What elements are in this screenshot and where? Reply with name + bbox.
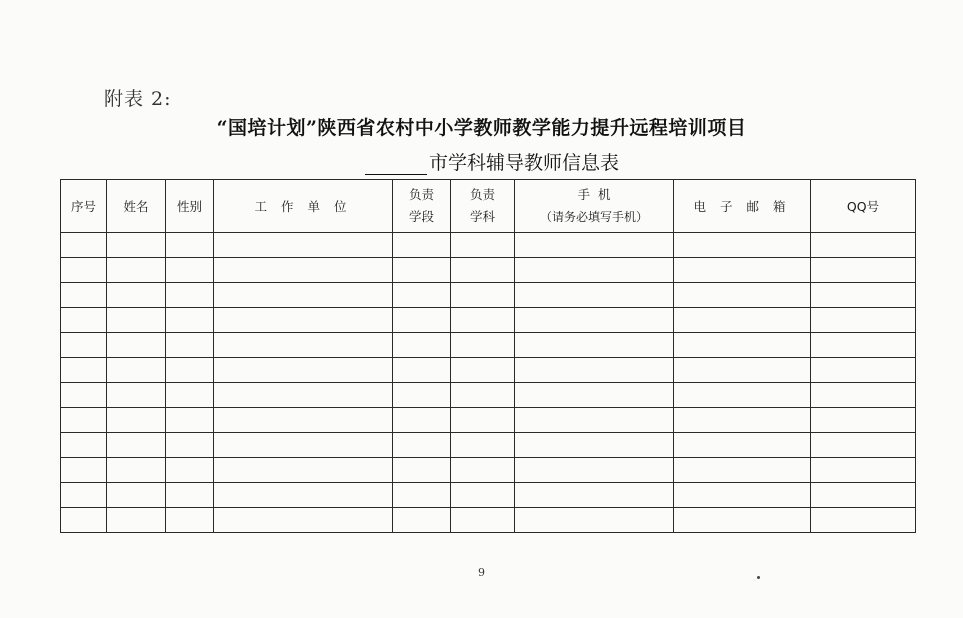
cell-stage[interactable] <box>393 483 451 508</box>
cell-phone[interactable] <box>515 408 674 433</box>
table-row <box>61 458 916 483</box>
cell-stage[interactable] <box>393 283 451 308</box>
table-row <box>61 283 916 308</box>
cell-phone[interactable] <box>515 508 674 533</box>
cell-name[interactable] <box>107 458 166 483</box>
subtitle-text: 市学科辅导教师信息表 <box>429 152 620 174</box>
document-title: “国培计划”陕西省农村中小学教师教学能力提升远程培训项目 <box>216 117 747 139</box>
table-row <box>61 308 916 333</box>
cell-seq[interactable] <box>61 333 107 358</box>
cell-qq[interactable] <box>811 333 916 358</box>
cell-email[interactable] <box>674 508 811 533</box>
table-row <box>61 433 916 458</box>
cell-name[interactable] <box>107 283 166 308</box>
header-phone-bottom: （请务必填写手机） <box>539 210 648 224</box>
cell-phone[interactable] <box>515 333 674 358</box>
cell-name[interactable] <box>107 258 166 283</box>
table-row <box>61 358 916 383</box>
cell-qq[interactable] <box>811 458 916 483</box>
table-header-row <box>61 180 916 233</box>
cell-gender[interactable] <box>166 408 214 433</box>
cell-seq[interactable] <box>61 408 107 433</box>
cell-subject[interactable] <box>451 308 515 333</box>
cell-gender[interactable] <box>166 383 214 408</box>
cell-qq[interactable] <box>811 433 916 458</box>
form-subtitle <box>365 148 619 175</box>
cell-stage[interactable] <box>393 233 451 258</box>
cell-stage[interactable] <box>393 258 451 283</box>
cell-name[interactable] <box>107 308 166 333</box>
cell-seq[interactable] <box>61 458 107 483</box>
cell-subject[interactable] <box>451 283 515 308</box>
cell-email[interactable] <box>674 483 811 508</box>
scan-speck <box>757 576 760 579</box>
cell-email[interactable] <box>674 433 811 458</box>
cell-phone[interactable] <box>515 483 674 508</box>
cell-phone[interactable] <box>515 308 674 333</box>
table-row <box>61 258 916 283</box>
cell-subject[interactable] <box>451 358 515 383</box>
cell-email[interactable] <box>674 233 811 258</box>
cell-gender[interactable] <box>166 258 214 283</box>
cell-email[interactable] <box>674 283 811 308</box>
header-subject-bottom: 学科 <box>469 209 495 224</box>
cell-email[interactable] <box>674 258 811 283</box>
cell-seq[interactable] <box>61 233 107 258</box>
header-phone-top: 手 机 <box>577 187 611 202</box>
cell-subject[interactable] <box>451 233 515 258</box>
cell-phone[interactable] <box>515 458 674 483</box>
header-qq: QQ号 <box>811 180 916 233</box>
cell-seq[interactable] <box>61 308 107 333</box>
cell-phone[interactable] <box>515 233 674 258</box>
cell-phone[interactable] <box>515 358 674 383</box>
cell-seq[interactable] <box>61 358 107 383</box>
header-email: 电 子 邮 箱 <box>674 180 811 233</box>
city-fill-in-blank[interactable] <box>365 154 427 175</box>
cell-email[interactable] <box>674 408 811 433</box>
table-row <box>61 483 916 508</box>
cell-gender[interactable] <box>166 283 214 308</box>
table-row <box>61 333 916 358</box>
cell-name[interactable] <box>107 408 166 433</box>
cell-stage[interactable] <box>393 333 451 358</box>
cell-gender[interactable] <box>166 308 214 333</box>
cell-qq[interactable] <box>811 408 916 433</box>
cell-work-unit[interactable] <box>214 333 393 358</box>
cell-name[interactable] <box>107 333 166 358</box>
cell-name[interactable] <box>107 383 166 408</box>
cell-qq[interactable] <box>811 258 916 283</box>
cell-work-unit[interactable] <box>214 458 393 483</box>
cell-work-unit[interactable] <box>214 383 393 408</box>
cell-qq[interactable] <box>811 508 916 533</box>
cell-stage[interactable] <box>393 308 451 333</box>
cell-seq[interactable] <box>61 483 107 508</box>
header-name: 姓名 <box>107 180 166 233</box>
table-row <box>61 508 916 533</box>
cell-subject[interactable] <box>451 458 515 483</box>
cell-subject[interactable] <box>451 508 515 533</box>
cell-qq[interactable] <box>811 483 916 508</box>
cell-stage[interactable] <box>393 383 451 408</box>
cell-stage[interactable] <box>393 508 451 533</box>
cell-work-unit[interactable] <box>214 283 393 308</box>
cell-email[interactable] <box>674 333 811 358</box>
cell-gender[interactable] <box>166 333 214 358</box>
page-number: 9 <box>478 566 485 579</box>
cell-seq[interactable] <box>61 383 107 408</box>
cell-work-unit[interactable] <box>214 308 393 333</box>
cell-qq[interactable] <box>811 308 916 333</box>
cell-name[interactable] <box>107 433 166 458</box>
cell-email[interactable] <box>674 308 811 333</box>
table-row <box>61 408 916 433</box>
cell-email[interactable] <box>674 458 811 483</box>
cell-work-unit[interactable] <box>214 508 393 533</box>
cell-qq[interactable] <box>811 233 916 258</box>
cell-work-unit[interactable] <box>214 258 393 283</box>
cell-name[interactable] <box>107 483 166 508</box>
header-phone <box>515 180 674 233</box>
cell-phone[interactable] <box>515 433 674 458</box>
cell-seq[interactable] <box>61 508 107 533</box>
header-gender: 性别 <box>166 180 214 233</box>
cell-subject[interactable] <box>451 333 515 358</box>
cell-qq[interactable] <box>811 383 916 408</box>
cell-stage[interactable] <box>393 358 451 383</box>
cell-stage[interactable] <box>393 458 451 483</box>
teacher-info-table <box>60 179 916 533</box>
header-stage <box>393 180 451 233</box>
header-stage-bottom: 学段 <box>408 209 434 224</box>
cell-subject[interactable] <box>451 258 515 283</box>
attachment-label: 附表 2: <box>104 88 172 110</box>
cell-gender[interactable] <box>166 508 214 533</box>
cell-seq[interactable] <box>61 258 107 283</box>
cell-name[interactable] <box>107 233 166 258</box>
cell-name[interactable] <box>107 508 166 533</box>
cell-stage[interactable] <box>393 408 451 433</box>
cell-phone[interactable] <box>515 258 674 283</box>
table-row <box>61 233 916 258</box>
table-row <box>61 383 916 408</box>
cell-subject[interactable] <box>451 408 515 433</box>
cell-phone[interactable] <box>515 283 674 308</box>
header-stage-top: 负责 <box>408 187 434 202</box>
cell-subject[interactable] <box>451 483 515 508</box>
cell-phone[interactable] <box>515 383 674 408</box>
table-body <box>61 233 916 533</box>
cell-qq[interactable] <box>811 283 916 308</box>
cell-name[interactable] <box>107 358 166 383</box>
cell-stage[interactable] <box>393 433 451 458</box>
cell-gender[interactable] <box>166 433 214 458</box>
cell-work-unit[interactable] <box>214 233 393 258</box>
cell-work-unit[interactable] <box>214 433 393 458</box>
cell-seq[interactable] <box>61 433 107 458</box>
header-work-unit: 工 作 单 位 <box>214 180 393 233</box>
header-seq: 序号 <box>61 180 107 233</box>
cell-work-unit[interactable] <box>214 358 393 383</box>
header-subject-top: 负责 <box>469 187 495 202</box>
cell-gender[interactable] <box>166 458 214 483</box>
cell-work-unit[interactable] <box>214 483 393 508</box>
cell-work-unit[interactable] <box>214 408 393 433</box>
cell-qq[interactable] <box>811 358 916 383</box>
cell-gender[interactable] <box>166 483 214 508</box>
cell-seq[interactable] <box>61 283 107 308</box>
cell-subject[interactable] <box>451 433 515 458</box>
cell-gender[interactable] <box>166 358 214 383</box>
header-subject <box>451 180 515 233</box>
cell-gender[interactable] <box>166 233 214 258</box>
cell-subject[interactable] <box>451 383 515 408</box>
cell-email[interactable] <box>674 383 811 408</box>
cell-email[interactable] <box>674 358 811 383</box>
